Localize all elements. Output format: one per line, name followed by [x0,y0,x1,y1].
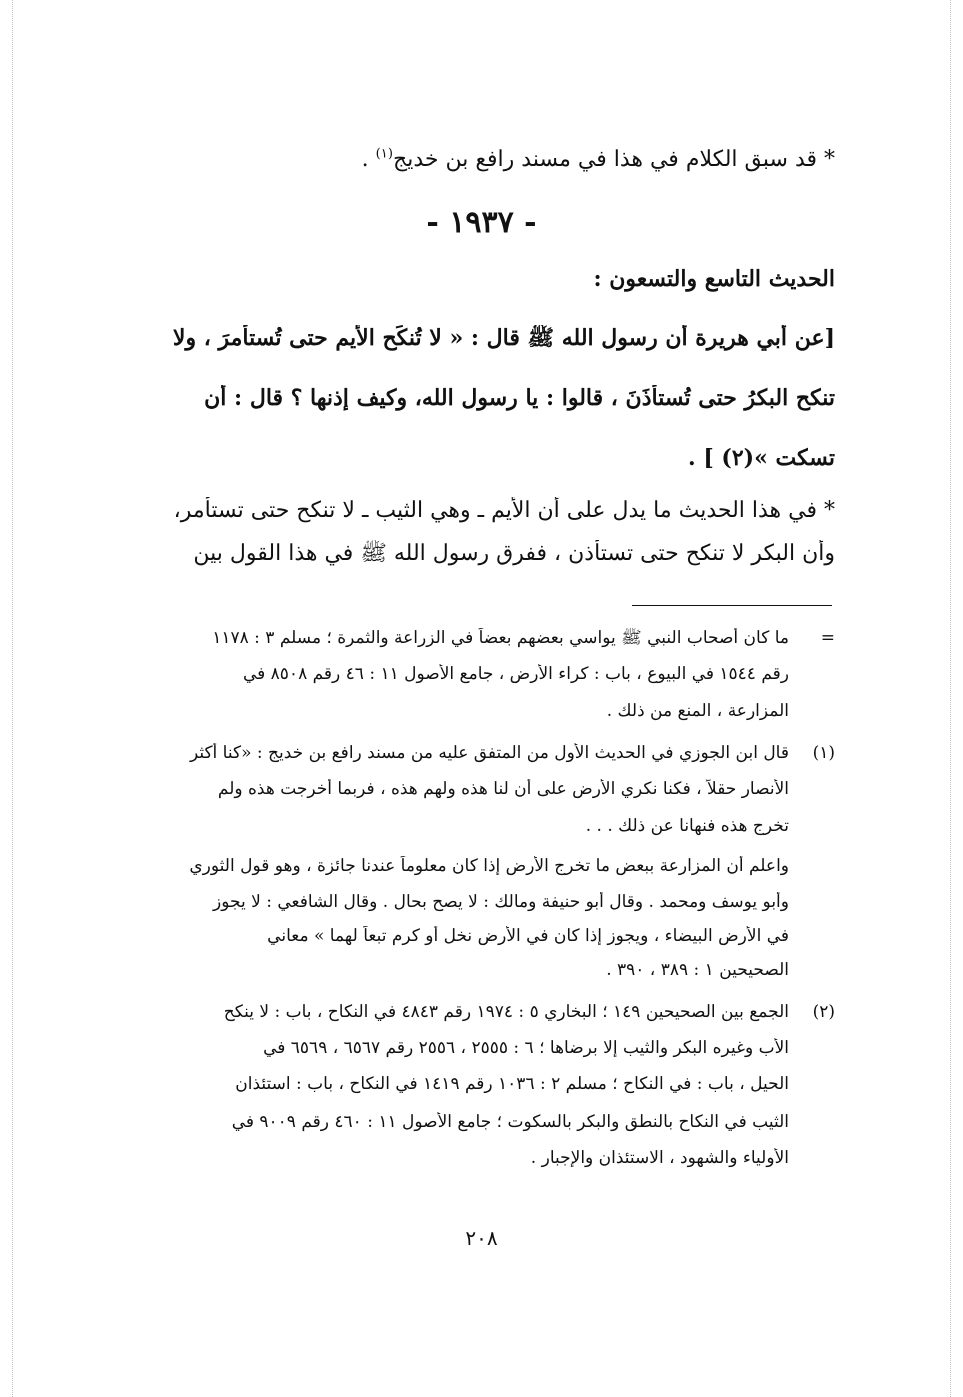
opening-text: * قد سبق الكلام في هذا في مسند رافع بن خديج [393,147,835,172]
commentary-line: وأن البكر لا تنكح حتى تستأذن ، ففرق رسول الله ﷺ في هذا القول بين [193,541,835,566]
opening-line [128,146,835,174]
footnote-1-line [128,779,835,805]
footnote-continued-line [128,701,835,727]
footnote-1-line [128,892,835,918]
footnote-line: رقم ١٥٤٤ في البيوع ، باب : كراء الأرض ، جامع الأصول ١١ : ٤٦ رقم ٨٥٠٨ في [242,664,789,684]
footnote-line: الحيل ، باب : في النكاح ؛ مسلم ٢ : ١٠٣٦ رقم ١٤١٩ في النكاح ، باب : استئذان [235,1074,789,1094]
hadith-text-line: [عن أبي هريرة أن رسول الله ﷺ قال : « لا تُنكَح الأيم حتى تُستأمرَ ، ولا [172,325,835,351]
footnote-2-line [128,1112,835,1138]
footnote-ref-1: (١) [375,146,393,162]
commentary-line: * في هذا الحديث ما يدل على أن الأيم ـ وهي الثيب ـ لا تنكح حتى تستأمر، [173,498,835,523]
footnote-2 [128,1002,835,1028]
hadith-text-line: تنكح البكرُ حتى تُستأذَنَ ، قالوا : يا رسول الله، وكيف إذنها ؟ قال : أن [204,385,835,411]
opening-end: . [361,147,376,172]
hadith-title: الحديث التاسع والتسعون : [593,266,835,292]
footnote-line: الجمع بين الصحيحين ١٤٩ ؛ البخاري ٥ : ١٩٧٤ رقم ٤٨٤٣ في النكاح ، باب : لا ينكح [223,1002,789,1022]
footnote-line: الأنصار حقلاً ، فكنا نكري الأرض على أن لنا هذه ولهم هذه ، فربما أخرجت هذه ولم [217,779,789,799]
footnote-line: وأبو يوسف ومحمد . وقال أبو حنيفة ومالك : لا يصح بحال . وقال الشافعي : لا يجوز [213,892,789,912]
footnote-line: الأب وغيره البكر والثيب إلا برضاها ؛ ٦ : ٢٥٥٥ ، ٢٥٥٦ رقم ٦٥٦٧ ، ٦٥٦٩ في [263,1038,789,1058]
footnote-line: الصحيحين ١ : ٣٨٩ ، ٣٩٠ . [606,960,789,980]
footnote-line: المزارعة ، المنع من ذلك . [606,701,789,721]
footnote-1-line [128,816,835,842]
footnote-1 [128,743,835,769]
footnote-line: قال ابن الجوزي في الحديث الأول من المتفق عليه من مسند رافع بن خديج : «كنا أكثر [189,743,789,763]
footnote-line: الأولياء والشهود ، الاستئذان والإجبار . [530,1148,789,1168]
footnote-line: في الأرض البيضاء ، ويجوز إذا كان في الأرض نخل أو كرم تبعاً لهما » معاني [267,926,789,946]
footnote-line: واعلم أن المزارعة ببعض ما تخرج الأرض إذا كان معلوماً عندنا جائزة ، وهو قول الثوري [189,856,789,876]
footnote-separator [632,605,832,606]
footnote-1-line [128,926,835,952]
footnote-line: الثيب في النكاح بالنطق والبكر بالسكوت ؛ جامع الأصول ١١ : ٤٦٠ رقم ٩٠٠٩ في [231,1112,789,1132]
footnote-line: ما كان أصحاب النبي ﷺ يواسي بعضهم بعضاً في الزراعة والثمرة ؛ مسلم ٣ : ١١٧٨ [212,628,789,648]
hadith-number: - ١٩٣٧ - [426,205,537,240]
footnote-continued-line [128,664,835,690]
footnote-line: تخرج هذه فنهانا عن ذلك . . . [585,816,789,836]
footnote-2-line [128,1148,835,1174]
footnote-1-line [128,856,835,882]
footnote-continued [128,628,835,654]
footnote-2-line [128,1038,835,1064]
footnote-marker: = [820,628,835,648]
hadith-text-line: تسكت »(٢) ] . [688,445,835,471]
footnote-2-line [128,1074,835,1100]
page-number: ٢٠٨ [465,1226,498,1250]
footnote-1-line [128,960,835,986]
footnote-number: (٢) [812,1002,835,1022]
footnote-number: (١) [812,743,835,763]
